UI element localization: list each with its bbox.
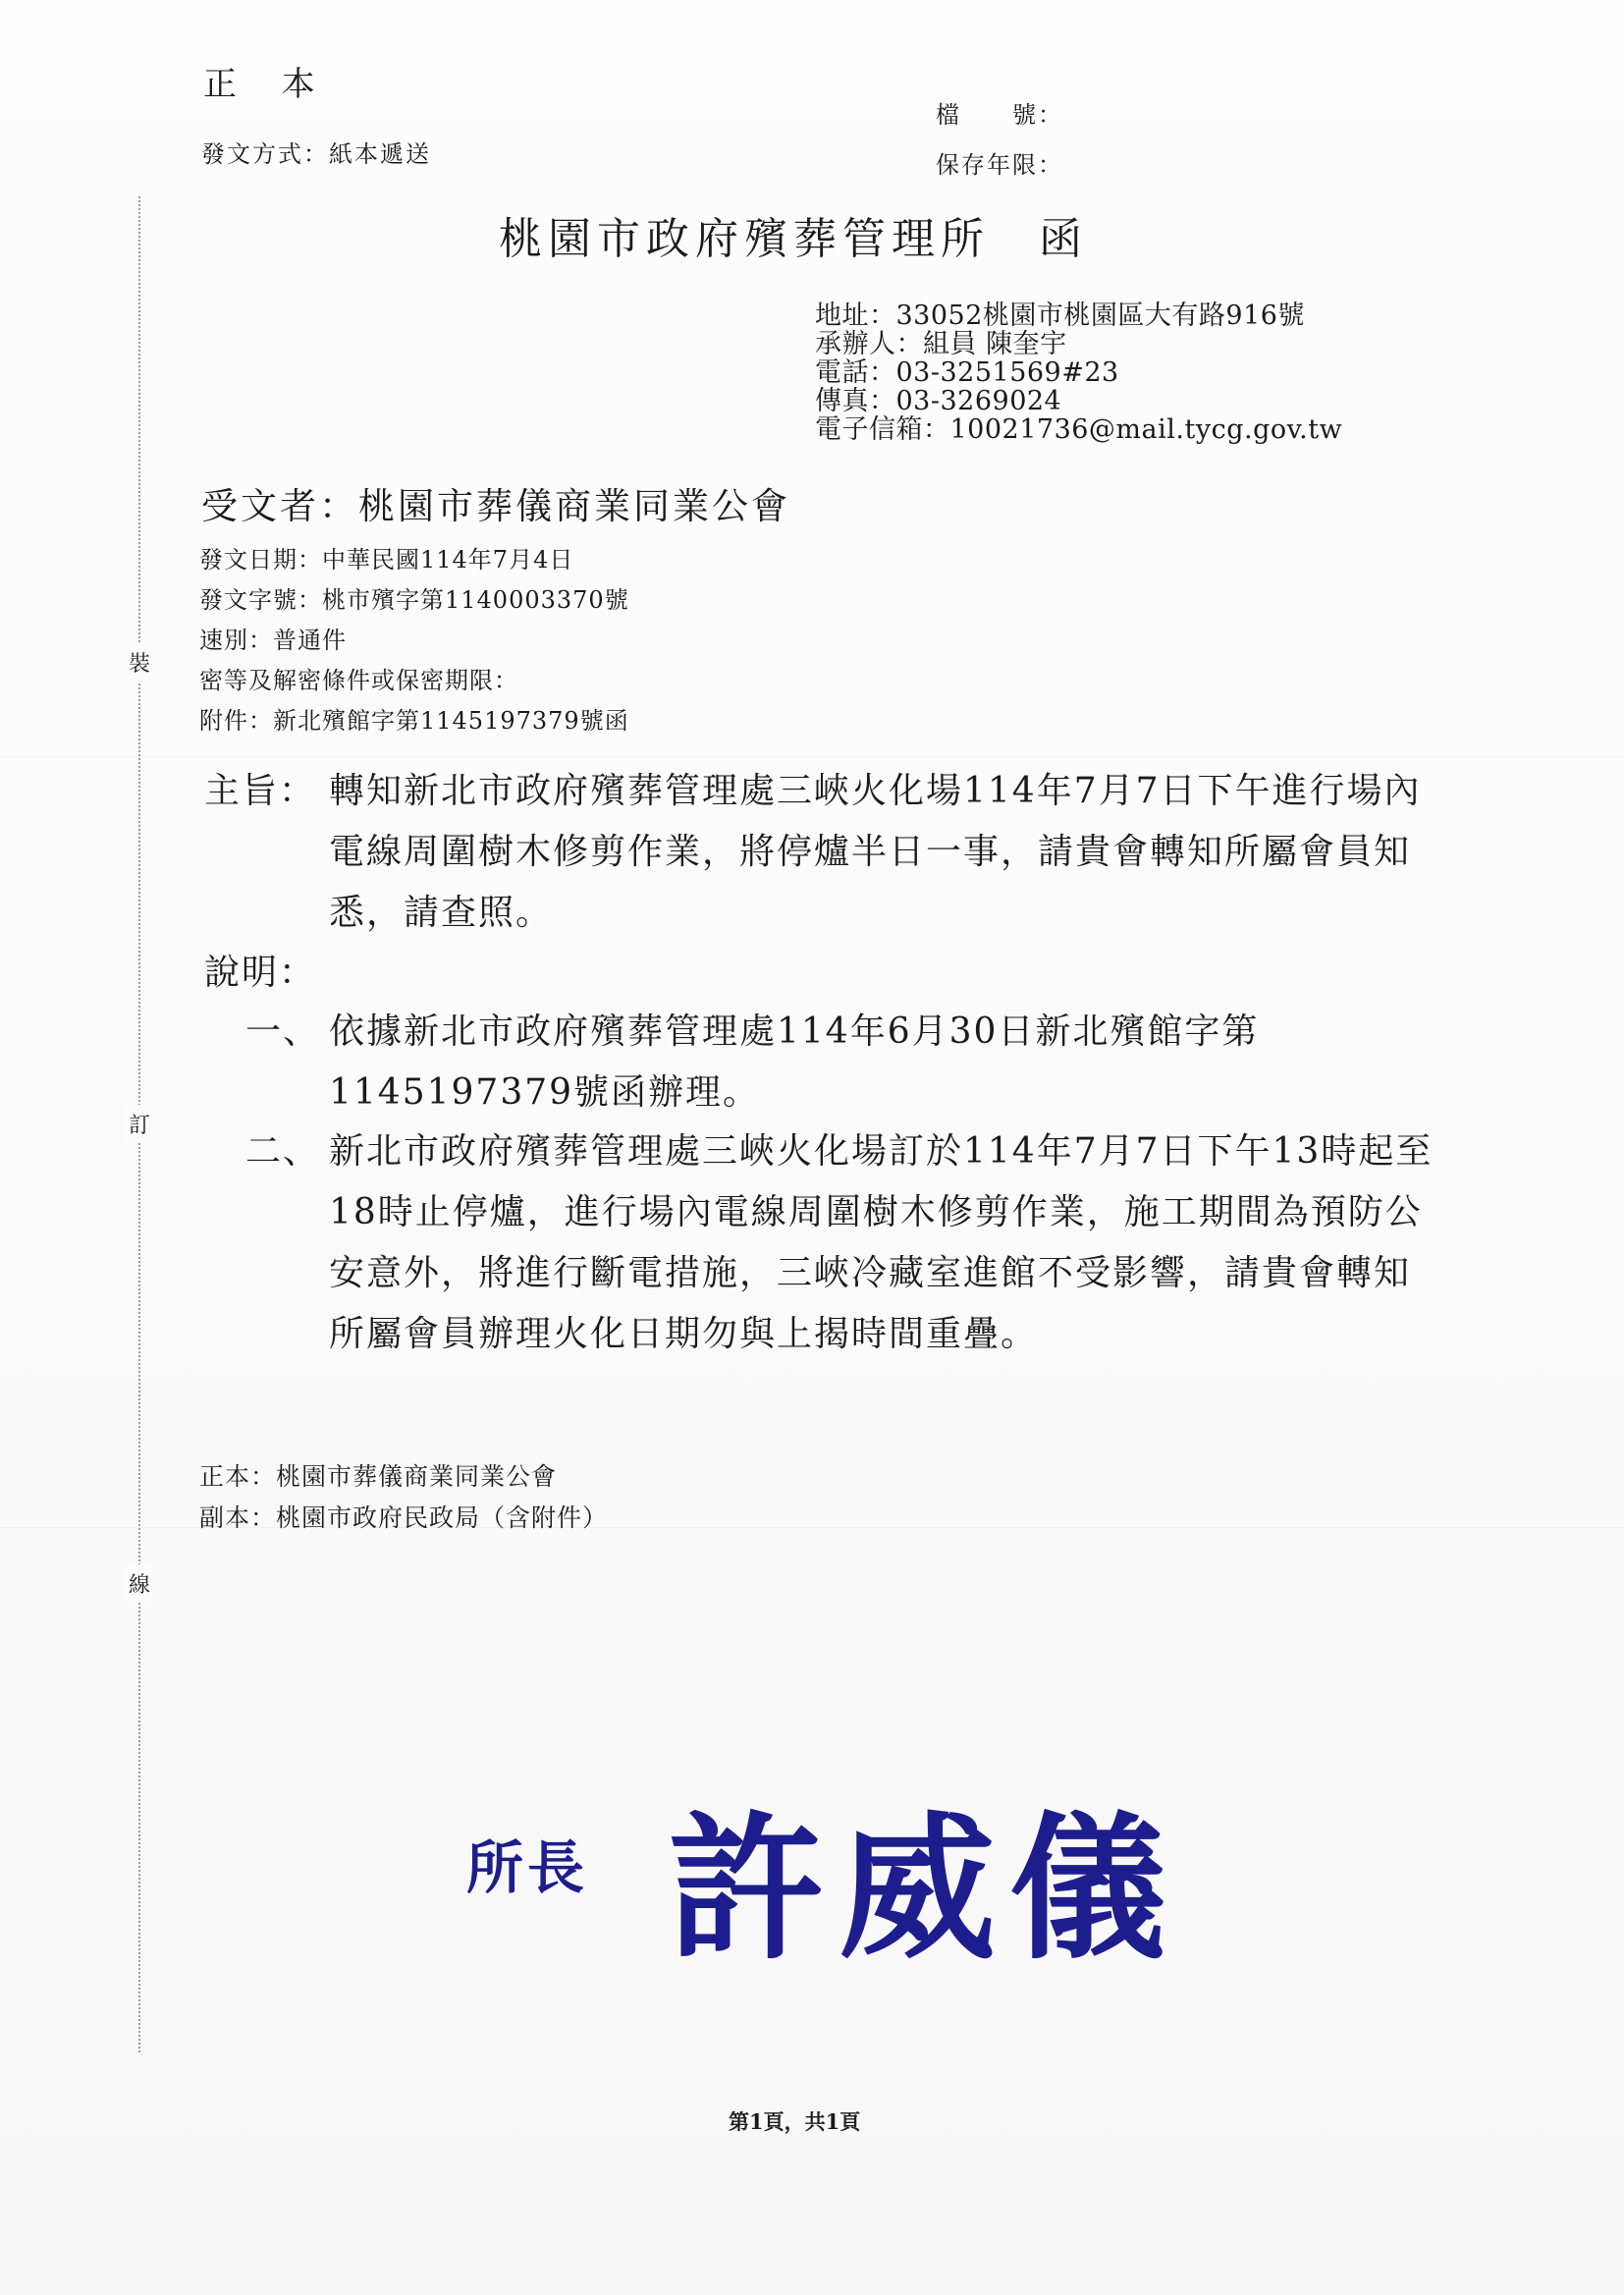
- copy-type: 正 本: [203, 65, 323, 104]
- explanation-item-2-text: 新北市政府殯葬管理處三峽火化場訂於114年7月7日下午13時起至18時止停爐，進行場內電線周圍樹木修剪作業，施工期間為預防公安意外，將進行斷電措施，三峽冷藏室進館不受影響，請貴會轉知所屬會員辦理火化日期勿與上揭時間重疊。: [329, 1131, 1434, 1354]
- page-title: 桃園市政府殯葬管理所 函: [499, 214, 1088, 264]
- cc-main: 正本：桃園市葬儀商業同業公會: [199, 1462, 558, 1491]
- signature-name: 許威儀: [668, 1797, 1181, 1981]
- secrecy-level: 密等及解密條件或保密期限：: [199, 667, 518, 694]
- retention-label: 保存年限：: [936, 151, 1063, 179]
- explanation-item-1-text: 依據新北市政府殯葬管理處114年6月30日新北殯館字第1145197379號函辦理。: [329, 1011, 1260, 1113]
- binding-label-ding: 訂: [126, 1105, 153, 1143]
- contact-fax: 傳真：03-3269024: [815, 386, 1062, 416]
- page-number: 第1頁，共1頁: [729, 2109, 861, 2134]
- explanation-item-1-number: 一、: [245, 1011, 321, 1052]
- document-number: 發文字號：桃市殯字第1140003370號: [199, 586, 629, 614]
- meta-block: [199, 540, 629, 741]
- contact-phone: 電話：03-3251569#23: [815, 357, 1119, 388]
- issue-date: 發文日期：中華民國114年7月4日: [199, 546, 574, 574]
- fold-crease: [0, 756, 1624, 757]
- subject-text: 轉知新北市政府殯葬管理處三峽火化場114年7月7日下午進行場內電線周圍樹木修剪作業，將停爐半日一事，請貴會轉知所屬會員知悉，請查照。: [329, 771, 1422, 933]
- explanation-label: 說明：: [204, 953, 317, 993]
- binding-label-zhuang: 裝: [126, 643, 153, 682]
- contact-address: 地址：33052桃園市桃園區大有路916號: [815, 301, 1305, 331]
- contact-block: [815, 301, 1342, 444]
- cc-copy: 副本：桃園市政府民政局（含附件）: [199, 1503, 609, 1532]
- contact-handler: 承辦人：組員 陳奎宇: [815, 329, 1067, 359]
- explanation-item-2-number: 二、: [245, 1131, 321, 1172]
- speed-class: 速別：普通件: [199, 627, 347, 654]
- attachment: 附件：新北殯館字第1145197379號函: [199, 707, 629, 735]
- signature-title: 所長: [466, 1834, 589, 1901]
- binding-label-xian: 線: [126, 1564, 153, 1603]
- contact-email: 電子信箱：10021736@mail.tycg.gov.tw: [815, 414, 1343, 445]
- file-number-label: 檔 號：: [936, 101, 1063, 129]
- subject-label: 主旨：: [204, 771, 317, 811]
- recipient: 受文者：桃園市葬儀商業同業公會: [201, 485, 790, 527]
- delivery-method: 發文方式：紙本遞送: [201, 140, 431, 168]
